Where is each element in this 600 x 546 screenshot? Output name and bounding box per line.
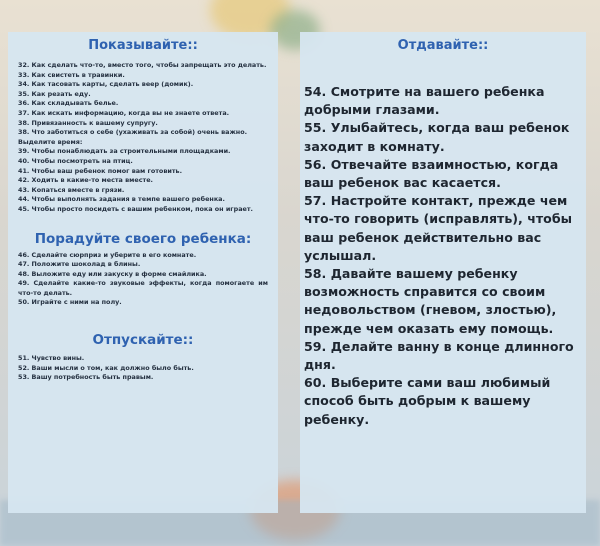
section-title-show: Показывайте:: bbox=[88, 38, 198, 53]
list-item: Выделите время: bbox=[18, 137, 83, 146]
list-item: 36. Как складывать белье. bbox=[18, 99, 119, 108]
list-item: 45. Чтобы просто посидеть с вашим ребенком, пока он играет. bbox=[18, 204, 253, 213]
give-list bbox=[304, 83, 582, 429]
list-item: 34. Как тасовать карты, сделать веер (домик). bbox=[18, 80, 194, 89]
list-item: 49. Сделайте какие-то звуковые эффекты, когда помогаете им что-то делать. bbox=[18, 279, 268, 297]
list-item: 51. Чувство вины. bbox=[18, 354, 85, 363]
show-list bbox=[18, 61, 268, 215]
list-item: 32. Как сделать что-то, вместо того, чтобы запрещать это делать. bbox=[18, 61, 267, 69]
list-item: 43. Копаться вместе в грязи. bbox=[18, 185, 125, 194]
list-item: 35. Как резать еду. bbox=[18, 89, 91, 98]
list-item: 38. Привязанность к вашему супругу. bbox=[18, 118, 158, 127]
list-item: 52. Ваши мысли о том, как должно было быть. bbox=[18, 363, 194, 372]
list-item: 50. Играйте с ними на полу. bbox=[18, 298, 122, 307]
section-title-let-go: Отпускайте:: bbox=[92, 332, 194, 349]
list-item: 54. Смотрите на вашего ребенка добрыми глазами. bbox=[304, 84, 545, 118]
list-item: 37. Как искать информацию, когда вы не знаете ответа. bbox=[18, 108, 230, 117]
list-item: 40. Чтобы посмотреть на птиц. bbox=[18, 156, 133, 165]
list-item: 55. Улыбайтесь, когда ваш ребенок заходит в комнату. bbox=[304, 120, 570, 154]
list-item: 33. Как свистеть в травинки. bbox=[18, 70, 125, 79]
right-panel bbox=[300, 32, 586, 513]
section-title-delight: Порадуйте своего ребенка: bbox=[34, 230, 252, 247]
list-item: 56. Отвечайте взаимностью, когда ваш ребенок вас касается. bbox=[304, 156, 559, 191]
list-item: 41. Чтобы ваш ребенок помог вам готовить. bbox=[18, 166, 183, 175]
list-item: 59. Делайте ванну в конце длинного дня. bbox=[304, 338, 574, 373]
list-item: 53. Вашу потребность быть правым. bbox=[18, 373, 154, 382]
list-item: 38. Что заботиться о себе (ухаживать за собой) очень важно. bbox=[18, 128, 248, 137]
list-item: 39. Чтобы понаблюдать за строительными площадками. bbox=[18, 147, 231, 156]
list-item: 46. Сделайте сюрприз и уберите в его комнате. bbox=[18, 250, 197, 259]
let-go-list bbox=[18, 354, 268, 383]
list-item: 48. Выложите еду или закуску в форме смайлика. bbox=[18, 269, 207, 278]
left-panel bbox=[8, 32, 278, 513]
section-title-give: Отдавайте:: bbox=[397, 38, 489, 53]
list-item: 47. Положите шоколад в блины. bbox=[18, 260, 141, 269]
list-item: 58. Давайте вашему ребенку возможность справится со своим недовольством (гневом, злостью), прежде чем оказать ему помощь. bbox=[304, 266, 557, 336]
list-item: 60. Выберите сами ваш любимый способ быть добрым к вашему ребенку. bbox=[304, 375, 551, 427]
list-item: 44. Чтобы выполнять задания в темпе вашего ребенка. bbox=[18, 195, 225, 204]
delight-list bbox=[18, 251, 268, 309]
list-item: 57. Настройте контакт, прежде чем что-то говорить (исправлять), чтобы ваш ребенок действительно вас услышал. bbox=[304, 193, 573, 263]
list-item: 42. Ходить в какие-то места вместе. bbox=[18, 176, 153, 185]
